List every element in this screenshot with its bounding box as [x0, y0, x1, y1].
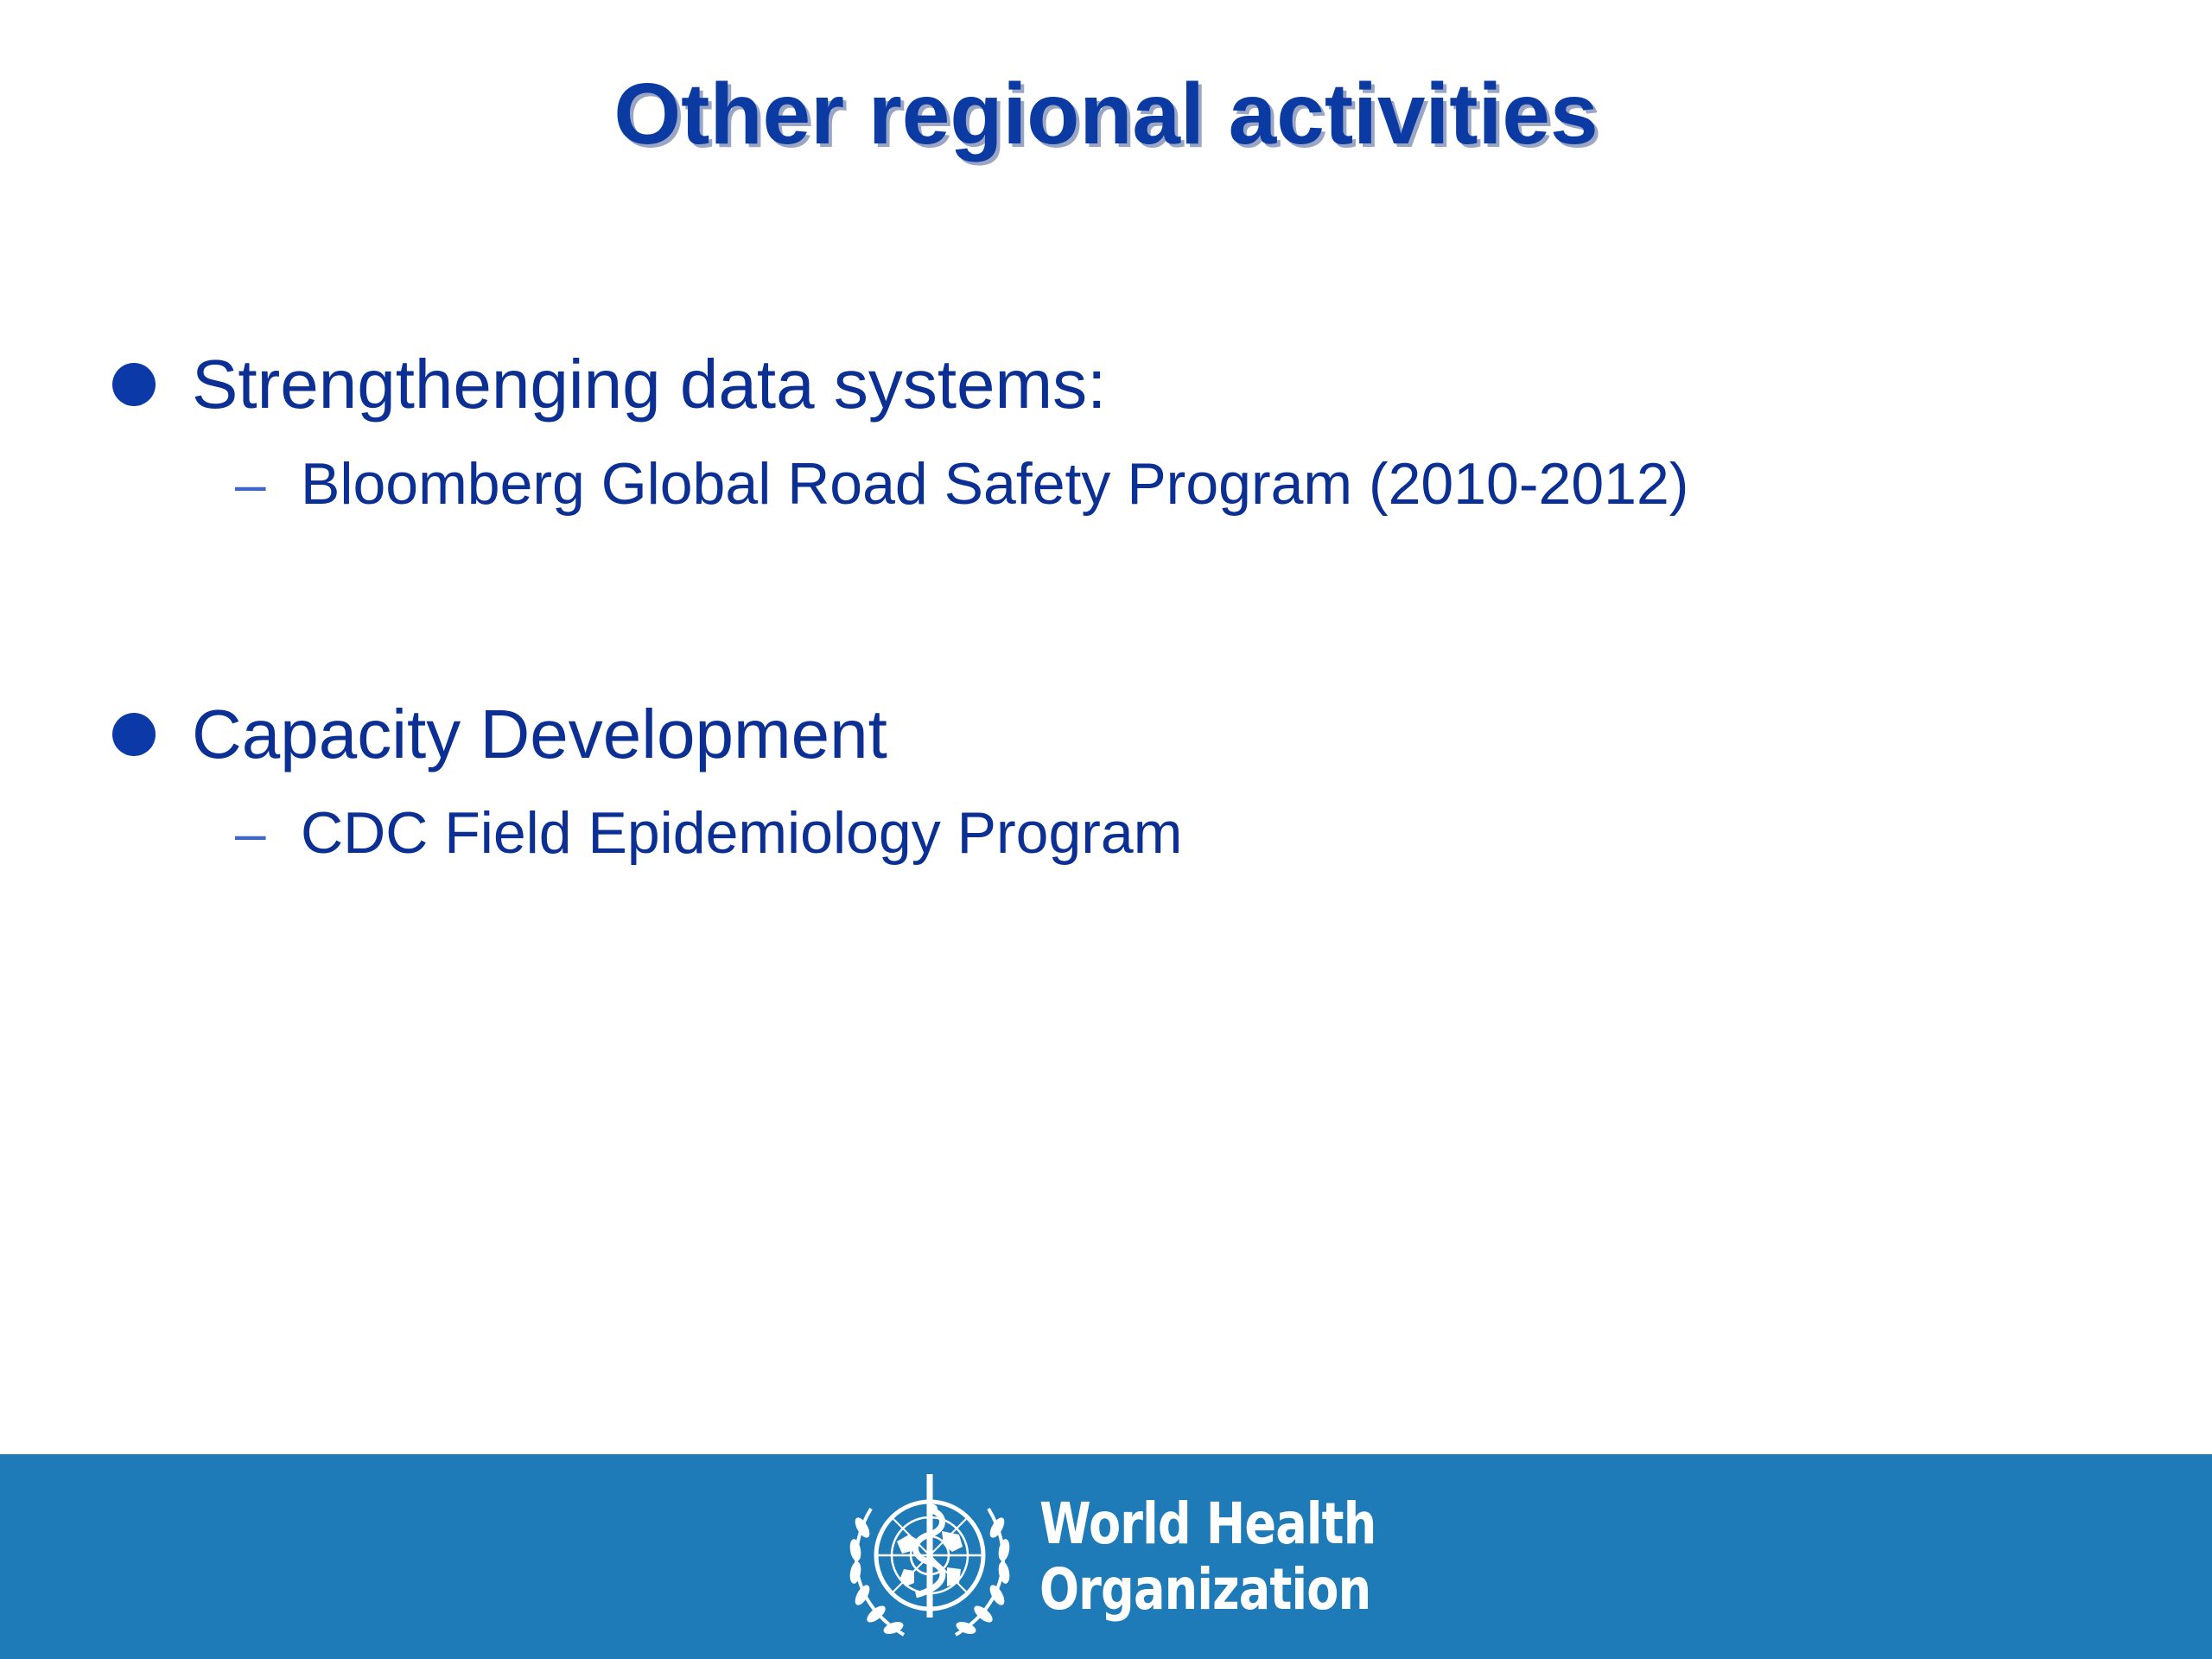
bullet-item — [112, 341, 1106, 428]
bullet-text: Strengthenging data systems: — [192, 346, 1107, 423]
sub-bullet-marker: – — [235, 802, 266, 864]
sub-bullet-item — [235, 446, 1688, 522]
sub-bullet-marker: – — [235, 453, 266, 515]
organization-name-line1: World Health — [1039, 1491, 1376, 1557]
bullet-dot-icon — [112, 363, 156, 406]
organization-name — [1039, 1491, 1376, 1623]
sub-bullet-text: Bloomberg Global Road Safety Program (2010-2012) — [301, 451, 1689, 517]
sub-bullet-text: CDC Field Epidemiology Program — [301, 800, 1183, 866]
sub-bullet-item — [235, 795, 1182, 871]
who-emblem-icon — [836, 1465, 1023, 1652]
bullet-text: Capacity Development — [192, 696, 887, 772]
bullet-dot-icon — [112, 713, 156, 756]
slide-title: Other regional activities — [613, 66, 1599, 162]
bullet-item — [112, 691, 887, 778]
organization-name-line2: Organization — [1039, 1556, 1371, 1623]
